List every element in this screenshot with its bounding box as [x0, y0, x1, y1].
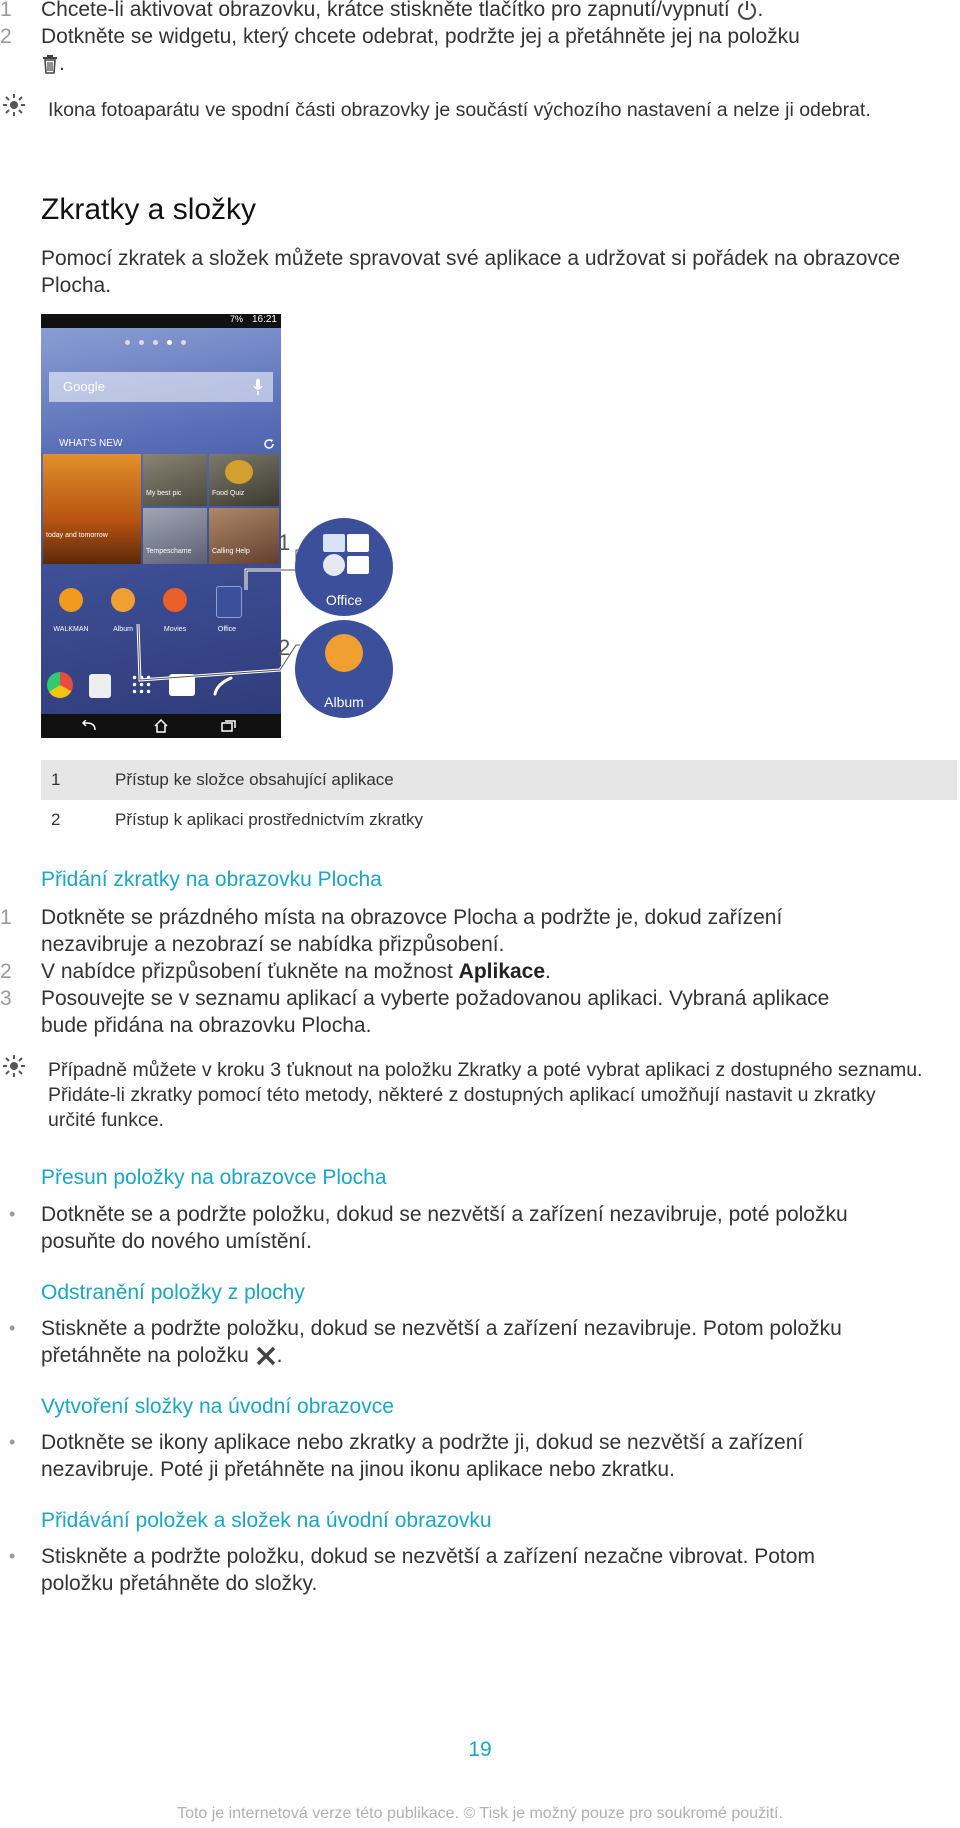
- tile-caption: Food Quiz: [212, 490, 245, 497]
- bullet-text: Stiskněte a podržte položku, dokud se nezvětší a zařízení nezačne vibrovat. Potom položku přetáhněte do složky.: [41, 1545, 815, 1595]
- step-text: Dotkněte se prázdného místa na obrazovce Plocha a podržte je, dokud zařízení nezavibruje a nezobrazí se nabídka přizpůsobení.: [41, 906, 783, 956]
- lightbulb-icon: [1, 1053, 27, 1079]
- subsection-title: Přidání zkratky na obrazovku Plocha: [41, 868, 382, 891]
- bullet: •: [9, 1546, 16, 1566]
- chrome-icon[interactable]: [47, 672, 73, 698]
- callout-label: Office: [325, 592, 363, 608]
- bullet: •: [9, 1432, 16, 1452]
- trash-icon: [41, 54, 59, 74]
- callout-album: [295, 620, 393, 718]
- app-label: Movies: [163, 626, 187, 633]
- legend-number: 2: [51, 810, 61, 829]
- tile-caption: Tempeschame: [146, 548, 192, 555]
- callout-number: 1: [278, 530, 291, 555]
- step-number: 3: [0, 987, 12, 1010]
- battery-level: 7%: [229, 314, 243, 324]
- bullet-text: Dotkněte se a podržte položku, dokud se nezvětší a zařízení nezavibruje, poté položku posuňte do nového umístění.: [41, 1203, 848, 1253]
- menu-option-name: Aplikace: [458, 960, 546, 983]
- whats-new-label: WHAT'S NEW: [59, 438, 123, 449]
- legend-row: [41, 760, 957, 800]
- legend-text: Přístup ke složce obsahující aplikace: [115, 770, 394, 789]
- page-indicator: [125, 340, 205, 348]
- step-number: 1: [0, 906, 12, 929]
- power-icon: [736, 0, 758, 21]
- tile[interactable]: [143, 454, 207, 506]
- subsection-title: Vytvoření složky na úvodní obrazovce: [41, 1395, 394, 1418]
- tip-text: Případně můžete v kroku 3 ťuknout na položku Zkratky a poté vybrat aplikaci z dostupného seznamu. Přidáte-li zkratky pomocí této metody, některé z dostupných aplikací umožňují nastavit u zkratky určité funkce.: [48, 1059, 923, 1131]
- step-text: V nabídce přizpůsobení ťukněte na možnost Aplikace.: [41, 960, 551, 983]
- tile-caption: Calling Help: [212, 548, 250, 555]
- clock: 16:21: [251, 314, 277, 325]
- step-number: 1: [0, 0, 12, 21]
- remove-x-icon: [255, 1345, 277, 1367]
- subsection-title: Přidávání položek a složek na úvodní obrazovku: [41, 1509, 492, 1532]
- section-intro: Pomocí zkratek a složek můžete spravovat své aplikace a udržovat si pořádek na obrazovce Plocha.: [41, 247, 901, 297]
- microphone-icon[interactable]: [253, 378, 263, 396]
- app-label: Office: [217, 626, 237, 633]
- legend-number: 1: [51, 770, 61, 789]
- callout-office: [295, 518, 393, 616]
- subsection-title: Přesun položky na obrazovce Plocha: [41, 1166, 387, 1189]
- bullet: •: [9, 1204, 16, 1224]
- page-number: 19: [468, 1738, 492, 1761]
- footer-note: Toto je internetová verze této publikace. © Tisk je možný pouze pro soukromé použití.: [177, 1805, 783, 1822]
- lightbulb-icon: [1, 92, 27, 118]
- whats-new-header: [41, 436, 281, 454]
- google-label: Google: [63, 379, 105, 394]
- tile-caption: today and tomorrow: [46, 532, 108, 539]
- app-label: WALKMAN: [53, 626, 89, 633]
- step-text: Dotkněte se widgetu, který chcete odebrat, podržte jej a přetáhněte jej na položku .: [41, 25, 800, 75]
- step-number: 2: [0, 960, 12, 983]
- legend-row: [41, 800, 957, 840]
- callout-number: 2: [278, 635, 291, 660]
- subsection-title: Odstranění položky z plochy: [41, 1281, 305, 1304]
- step-number: 2: [0, 25, 12, 48]
- back-icon[interactable]: [81, 720, 97, 732]
- status-bar: [41, 314, 281, 328]
- google-search-bar[interactable]: [49, 372, 273, 402]
- bullet: •: [9, 1318, 16, 1338]
- refresh-icon[interactable]: [263, 438, 275, 450]
- bullet-text: Dotkněte se ikony aplikace nebo zkratky a podržte ji, dokud se nezvětší a zařízení nezavibruje. Poté ji přetáhněte na jinou ikonu aplikace nebo zkratku.: [41, 1431, 804, 1481]
- step-text: Posouvejte se v seznamu aplikací a vyberte požadovanou aplikaci. Vybraná aplikace bude přidána na obrazovku Plocha.: [41, 987, 830, 1037]
- callout-label: Album: [324, 694, 364, 710]
- tile-caption: My best pic: [146, 490, 182, 497]
- app-walkman[interactable]: [51, 584, 91, 640]
- bullet-text: Stiskněte a podržte položku, dokud se nezvětší a zařízení nezavibruje. Potom položku přetáhněte na položku .: [41, 1317, 842, 1367]
- tile[interactable]: [209, 454, 279, 506]
- app-label: Album: [113, 626, 133, 633]
- legend-text: Přístup k aplikaci prostřednictvím zkratky: [115, 810, 423, 829]
- tip-text: Ikona fotoaparátu ve spodní části obrazovky je součástí výchozího nastavení a nelze ji odebrat.: [48, 99, 871, 121]
- section-title: Zkratky a složky: [41, 193, 257, 226]
- step-text: Chcete-li aktivovat obrazovku, krátce stiskněte tlačítko pro zapnutí/vypnutí .: [41, 0, 764, 21]
